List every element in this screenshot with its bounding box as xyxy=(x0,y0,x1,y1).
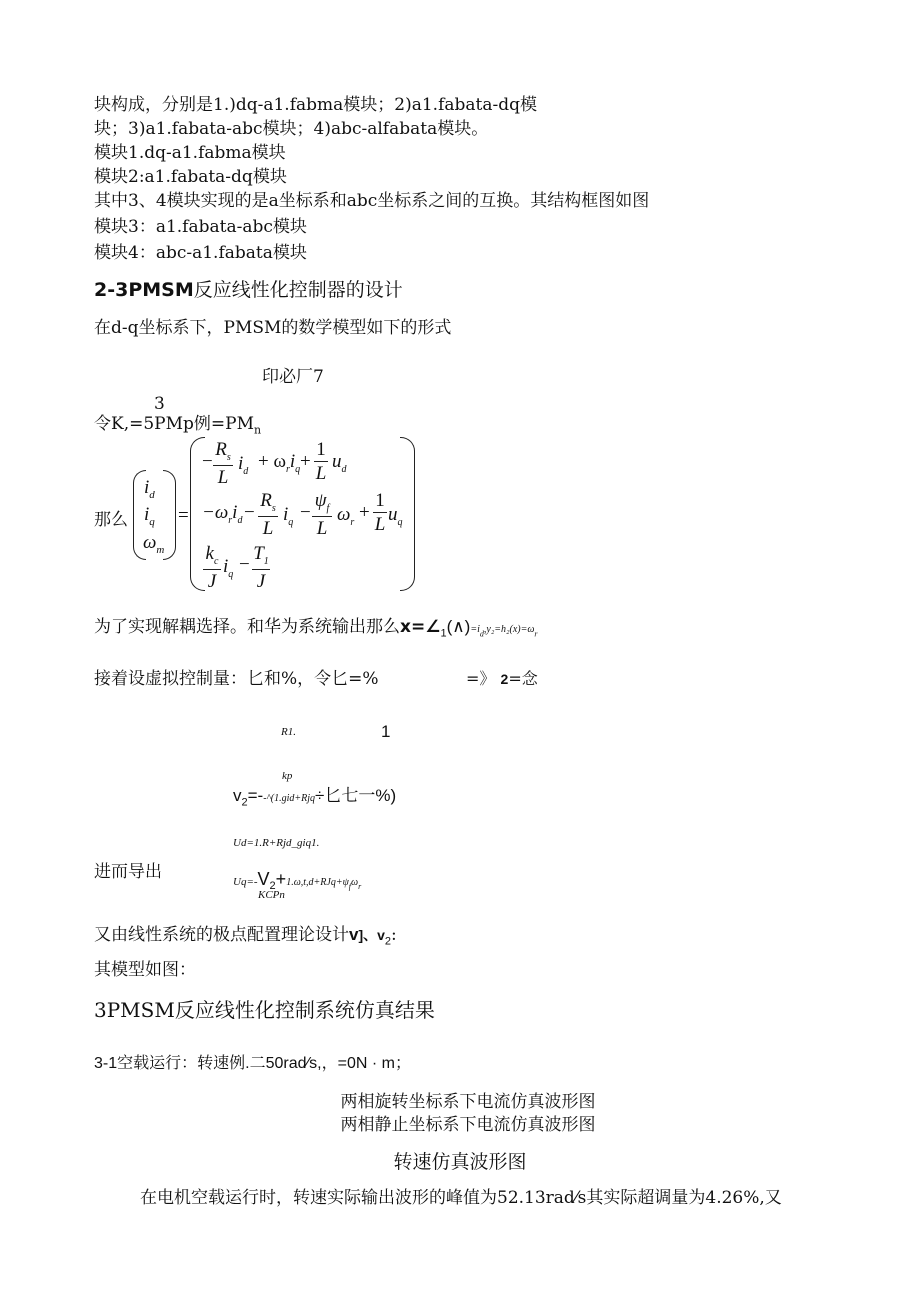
decouple-small-r: r xyxy=(534,629,538,639)
row1-plus: + xyxy=(300,451,311,472)
final-paragraph: 在电机空载运行时，转速实际输出波形的峰值为52.13rad⁄s其实际超调量为4.26%,又 xyxy=(140,1188,782,1208)
row2-wr-id: $-\omega_ri_d$ xyxy=(202,502,243,526)
kcpn-label: KCPn xyxy=(258,889,285,901)
decouple-small-sub: d xyxy=(479,629,484,639)
decouple-sub: 1 xyxy=(440,627,447,640)
row1-ud: $u_d$ xyxy=(332,451,347,475)
lhs-wm: $\omega_m$ xyxy=(143,532,165,556)
row2-frac-psi-l: $\psi_f$ L xyxy=(312,491,332,538)
row3-frac-t1-j: $T_1$ J xyxy=(253,543,269,592)
decouple-line xyxy=(94,617,538,641)
row2-frac-1-l: 1 L xyxy=(374,490,386,535)
row2-uq: $u_q$ xyxy=(388,504,403,528)
row2-wr: $\omega_r$ xyxy=(337,504,355,528)
row2-frac-rs-l: $R_s$ L xyxy=(258,491,278,538)
decouple-small-tail: ,y₂=h₂(x)=ω xyxy=(483,624,535,635)
decouple-expr: x=∠ xyxy=(400,617,441,637)
row2-iq: $i_q$ xyxy=(283,504,294,528)
text-line-5: 其中3、4模块实现的是a坐标系和abc坐标系之间的互换。其结构框图如图 xyxy=(94,191,650,211)
number-1: 1 xyxy=(381,722,391,741)
let-k-text: 令K,=5PMp例=PM xyxy=(94,414,254,434)
then-label: 那么 xyxy=(94,510,128,530)
text-line-3: 模块1.dq-a1.fabma模块 xyxy=(94,143,286,163)
lhs-iq: $i_q$ xyxy=(144,504,155,528)
text-line-1: 块构成，分别是1.)dq-a1.fabma模块；2)a1.fabata-dq模 xyxy=(94,95,538,115)
text-line-2: 块；3)a1.fabata-abc模块；4)abc-alfabata模块。 xyxy=(94,119,489,139)
virtual-control-text: 接着设虚拟控制量：匕和%，令匕=% xyxy=(94,669,379,689)
row3-iq: $i_q$ xyxy=(223,556,234,580)
let-k-sub: n xyxy=(253,423,262,437)
equals-sign: = xyxy=(178,505,189,526)
text-line-4: 模块2:a1.fabata-dq模块 xyxy=(94,167,287,187)
model-figure-text: 其模型如图： xyxy=(94,960,196,980)
section-number: 2-3PMSM xyxy=(94,279,194,301)
model-intro: 在d-q坐标系下，PMSM的数学模型如下的形式 xyxy=(94,318,452,338)
uq-equation: $Uq=-V_2+1.\omega,t,d+RJq+\psi_f\omega_r$ xyxy=(233,869,362,893)
section-heading-3: 3PMSM反应线性化控制系统仿真结果 xyxy=(94,998,435,1022)
number-3: 3 xyxy=(154,394,165,414)
ud-label: Ud=1.R+Rjd_giq1. xyxy=(233,837,320,849)
r1-label: R1. xyxy=(281,726,296,738)
decouple-tail: (∧) xyxy=(446,617,471,636)
caption-stationary-frame: 两相静止坐标系下电流仿真波形图 xyxy=(340,1115,596,1135)
row3-minus: − xyxy=(239,554,250,575)
section-heading-2-3 xyxy=(94,279,403,302)
decouple-text: 为了实现解耦选择。和华为系统输出那么 xyxy=(94,617,400,637)
section-title: 反应线性化控制器的设计 xyxy=(193,279,403,301)
row2-plus: + xyxy=(359,502,370,523)
v2-equation: $v_2=--\^{}(1.gid+Rjq\div$匕七一%) xyxy=(233,786,397,809)
row1-frac-rs-l: $R_s$ L xyxy=(213,440,233,487)
row2-minus-1: − xyxy=(244,502,255,523)
section-3-1-line: 3-1空载运行：转速例.二50rad⁄s,，=0N · m； xyxy=(94,1055,411,1072)
row1-wr-iq: + $\omega_ri_q$ xyxy=(258,451,301,475)
caption-rotating-frame: 两相旋转坐标系下电流仿真波形图 xyxy=(340,1092,596,1112)
row2-minus-2: − xyxy=(300,502,311,523)
virtual-control-right: =》 2=念 xyxy=(466,669,538,688)
let-k-line xyxy=(94,414,261,437)
text-line-7: 模块4：abc-a1.fabata模块 xyxy=(94,243,307,263)
row3-frac-kc-j: $k_c$ J xyxy=(203,544,221,591)
row1-frac-1-l: 1 L xyxy=(315,439,327,484)
decouple-small: =i xyxy=(470,624,480,635)
row1-id: $i_d$ xyxy=(238,453,249,477)
garbled-text: 印必厂7 xyxy=(262,367,324,387)
kp-label: kp xyxy=(282,770,293,782)
pole-placement-line: 又由线性系统的极点配置理论设计v]、$v_2$: xyxy=(94,925,397,948)
lhs-right-paren xyxy=(163,470,176,560)
caption-speed: 转速仿真波形图 xyxy=(393,1151,527,1173)
derive-label: 进而导出 xyxy=(94,862,162,882)
text-line-6: 模块3：a1.fabata-abc模块 xyxy=(94,217,307,237)
lhs-id: $i_d$ xyxy=(144,477,155,501)
row1-minus: − xyxy=(202,451,213,472)
